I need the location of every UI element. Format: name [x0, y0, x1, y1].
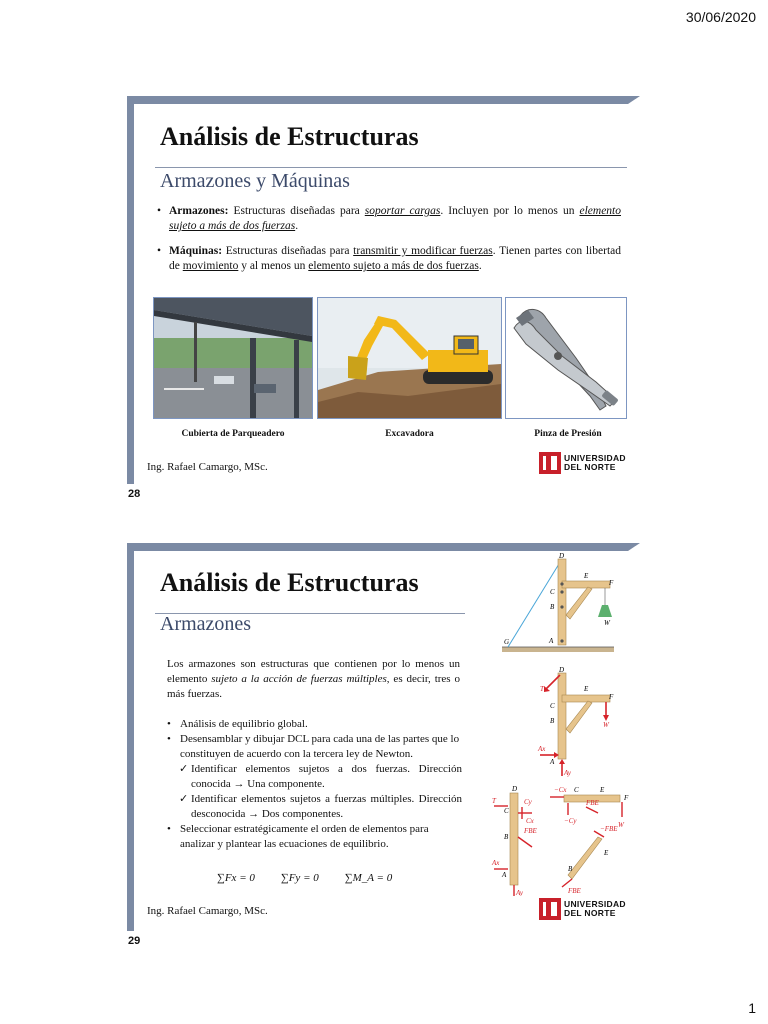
slide-frame-left — [127, 543, 134, 931]
svg-text:C: C — [550, 588, 555, 596]
procedure-list — [167, 717, 462, 852]
slide-title: Análisis de Estructuras — [160, 122, 419, 151]
svg-text:Ax: Ax — [492, 859, 500, 867]
frame-free-body-diagrams — [488, 551, 638, 896]
un-logo-mark-icon — [539, 898, 561, 920]
svg-text:FBE: FBE — [586, 799, 599, 807]
svg-text:F: F — [609, 579, 614, 587]
page-number: 1 — [748, 1000, 756, 1016]
title-divider — [155, 167, 627, 168]
university-logo: UNIVERSIDAD DEL NORTE — [539, 452, 626, 474]
svg-text:T: T — [492, 797, 496, 805]
parking-canopy-image — [153, 297, 313, 419]
svg-text:A: A — [502, 871, 507, 879]
svg-text:Ax: Ax — [538, 745, 546, 753]
equation-sum-fx: ∑Fx = 0 — [217, 872, 255, 884]
svg-text:W: W — [603, 721, 609, 729]
svg-text:C: C — [504, 807, 509, 815]
list-item: • Desensamblar y dibujar DCL para cada una de las partes que lo constituyen de acuerdo con la tercera ley de Newton. — [167, 733, 460, 760]
bullet-list — [157, 204, 621, 281]
svg-text:Cx: Cx — [526, 817, 534, 825]
svg-text:C: C — [550, 702, 555, 710]
slide-number-29: 29 — [128, 935, 141, 947]
svg-text:B: B — [550, 603, 555, 611]
bullet-armazones: • Armazones: Estructuras diseñadas para soportar cargas. Incluyen por lo menos un elemento sujeto a más de dos fuerzas. — [157, 205, 621, 232]
slide-number-28: 28 — [128, 488, 141, 500]
svg-text:−FBE: −FBE — [600, 825, 618, 833]
equation-sum-fy: ∑Fy = 0 — [280, 872, 319, 884]
svg-text:FBE: FBE — [568, 887, 581, 895]
svg-text:D: D — [559, 552, 565, 560]
slide-28 — [127, 96, 640, 484]
slide-frame-top — [127, 96, 640, 104]
svg-text:A: A — [550, 758, 555, 766]
equilibrium-equations — [217, 872, 392, 884]
svg-text:A: A — [549, 637, 554, 645]
svg-text:T: T — [540, 685, 544, 693]
svg-text:−Cx: −Cx — [554, 786, 567, 794]
frame-assembly-diagram — [502, 552, 614, 652]
svg-text:Cy: Cy — [524, 798, 532, 806]
svg-text:D: D — [559, 666, 565, 674]
svg-text:F: F — [609, 693, 614, 701]
svg-text:W: W — [604, 619, 610, 627]
svg-text:E: E — [584, 572, 589, 580]
svg-text:F: F — [624, 794, 629, 802]
frame-disassembled-fbd — [491, 785, 629, 896]
list-item-check: ✓ Identificar elementos sujetos a fuerzas múltiples. Dirección desconocida → Dos componentes. — [179, 793, 462, 820]
excavator-image — [317, 297, 502, 419]
svg-text:Ay: Ay — [516, 889, 523, 896]
svg-text:B: B — [550, 717, 555, 725]
un-logo-mark-icon — [539, 452, 561, 474]
list-item-check: ✓ Identificar elementos sujetos a dos fuerzas. Dirección conocida → Una componente. — [179, 763, 462, 790]
svg-text:FBE: FBE — [524, 827, 537, 835]
svg-text:G: G — [504, 638, 510, 646]
slide-title: Análisis de Estructuras — [160, 568, 419, 597]
check-icon: ✓ — [179, 763, 189, 775]
author-name: Ing. Rafael Camargo, MSc. — [147, 461, 268, 473]
svg-text:−Cy: −Cy — [564, 817, 577, 825]
caption-locking-pliers: Pinza de Presión — [534, 429, 602, 439]
check-icon: ✓ — [179, 793, 189, 805]
equation-sum-ma: ∑M_A = 0 — [344, 872, 393, 884]
university-logo: UNIVERSIDAD DEL NORTE — [539, 898, 626, 920]
slide-subtitle: Armazones — [160, 613, 252, 635]
svg-text:W: W — [618, 821, 624, 829]
svg-text:D: D — [512, 785, 518, 793]
svg-text:C: C — [574, 786, 579, 794]
caption-excavator: Excavadora — [385, 429, 434, 439]
author-name: Ing. Rafael Camargo, MSc. — [147, 905, 268, 917]
print-date: 30/06/2020 — [685, 9, 756, 25]
slide-frame-top — [127, 543, 640, 551]
intro-paragraph: Los armazones son estructuras que contienen por lo menos un elemento sujeto a la acción de fuerzas múltiples, es decir, tres o más fuerzas. — [167, 658, 460, 700]
svg-text:E: E — [584, 685, 589, 693]
slide-subtitle: Armazones y Máquinas — [160, 170, 350, 192]
svg-text:E: E — [600, 786, 605, 794]
frame-global-fbd — [537, 666, 614, 777]
caption-parking-canopy: Cubierta de Parqueadero — [181, 429, 285, 439]
svg-text:Ay: Ay — [564, 769, 571, 777]
list-item: • Seleccionar estratégicamente el orden de elementos para analizar y plantear las ecuaciones de equilibrio. — [167, 823, 429, 850]
bullet-maquinas: • Máquinas: Estructuras diseñadas para transmitir y modificar fuerzas. Tienen partes con libertad de movimiento y al menos un elemento sujeto a más de dos fuerzas. — [157, 245, 621, 272]
svg-text:B: B — [504, 833, 509, 841]
locking-pliers-image — [505, 297, 627, 419]
list-item: • Análisis de equilibrio global. — [167, 718, 308, 730]
slide-frame-left — [127, 96, 134, 484]
svg-text:B: B — [568, 865, 573, 873]
svg-text:E: E — [604, 849, 609, 857]
